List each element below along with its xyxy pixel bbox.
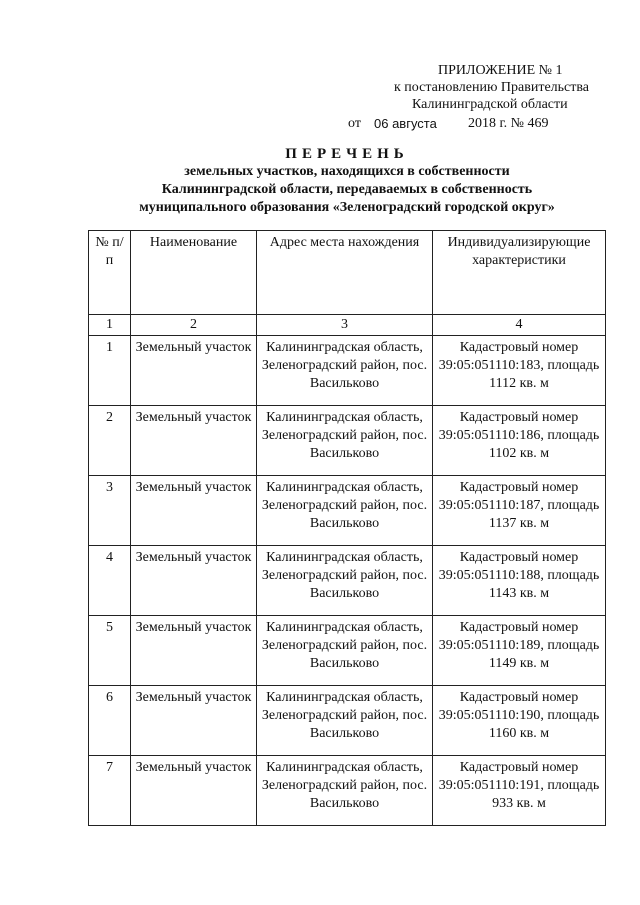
table-row	[89, 686, 606, 756]
appendix-date-prefix: от	[348, 116, 361, 131]
row-characteristics: Кадастровый номер 39:05:051110:187, площадь 1137 кв. м	[433, 476, 606, 546]
row-address: Калининградская область, Зеленоградский район, пос. Васильково	[257, 756, 433, 826]
column-numbers-row	[89, 315, 606, 336]
table-row	[89, 406, 606, 476]
row-name: Земельный участок	[131, 756, 257, 826]
column-number: 4	[433, 315, 606, 336]
heading-line-3: муниципального образования «Зеленоградский городской округ»	[139, 200, 555, 215]
row-name: Земельный участок	[131, 686, 257, 756]
row-number: 7	[89, 756, 131, 826]
appendix-date-value: 06 августа	[374, 116, 437, 131]
table-header-row	[89, 231, 606, 315]
appendix-line-1: к постановлению Правительства	[394, 80, 590, 95]
appendix-title: ПРИЛОЖЕНИЕ № 1	[438, 63, 563, 78]
column-number: 1	[89, 315, 131, 336]
row-address: Калининградская область, Зеленоградский район, пос. Васильково	[257, 686, 433, 756]
row-address: Калининградская область, Зеленоградский район, пос. Васильково	[257, 336, 433, 406]
row-number: 6	[89, 686, 131, 756]
row-address: Калининградская область, Зеленоградский район, пос. Васильково	[257, 476, 433, 546]
land-plots-table	[88, 230, 606, 826]
row-number: 3	[89, 476, 131, 546]
column-number: 3	[257, 315, 433, 336]
document-heading	[0, 146, 640, 217]
row-name: Земельный участок	[131, 546, 257, 616]
header-characteristics: Индивидуализирующие характеристики	[433, 231, 606, 315]
row-address: Калининградская область, Зеленоградский район, пос. Васильково	[257, 406, 433, 476]
row-characteristics: Кадастровый номер 39:05:051110:190, площадь 1160 кв. м	[433, 686, 606, 756]
heading-line-1: земельных участков, находящихся в собственности	[184, 164, 510, 179]
row-address: Калининградская область, Зеленоградский район, пос. Васильково	[257, 616, 433, 686]
column-number: 2	[131, 315, 257, 336]
table-row	[89, 756, 606, 826]
appendix-year-number: 2018 г. № 469	[468, 116, 549, 131]
row-characteristics: Кадастровый номер 39:05:051110:189, площадь 1149 кв. м	[433, 616, 606, 686]
heading-line-2: Калининградской области, передаваемых в собственность	[161, 182, 533, 197]
header-address: Адрес места нахождения	[257, 231, 433, 315]
heading-title: ПЕРЕЧЕНЬ	[285, 146, 409, 162]
table-row	[89, 336, 606, 406]
row-number: 4	[89, 546, 131, 616]
row-name: Земельный участок	[131, 336, 257, 406]
row-number: 1	[89, 336, 131, 406]
row-name: Земельный участок	[131, 616, 257, 686]
row-characteristics: Кадастровый номер 39:05:051110:186, площадь 1102 кв. м	[433, 406, 606, 476]
header-name: Наименование	[131, 231, 257, 315]
table-row	[89, 546, 606, 616]
table-row	[89, 616, 606, 686]
row-number: 5	[89, 616, 131, 686]
row-characteristics: Кадастровый номер 39:05:051110:183, площадь 1112 кв. м	[433, 336, 606, 406]
row-characteristics: Кадастровый номер 39:05:051110:188, площадь 1143 кв. м	[433, 546, 606, 616]
appendix-line-2: Калининградской области	[412, 97, 568, 112]
table-row	[89, 476, 606, 546]
header-number: № п/п	[89, 231, 131, 315]
row-name: Земельный участок	[131, 406, 257, 476]
row-name: Земельный участок	[131, 476, 257, 546]
row-number: 2	[89, 406, 131, 476]
row-address: Калининградская область, Зеленоградский район, пос. Васильково	[257, 546, 433, 616]
row-characteristics: Кадастровый номер 39:05:051110:191, площадь 933 кв. м	[433, 756, 606, 826]
